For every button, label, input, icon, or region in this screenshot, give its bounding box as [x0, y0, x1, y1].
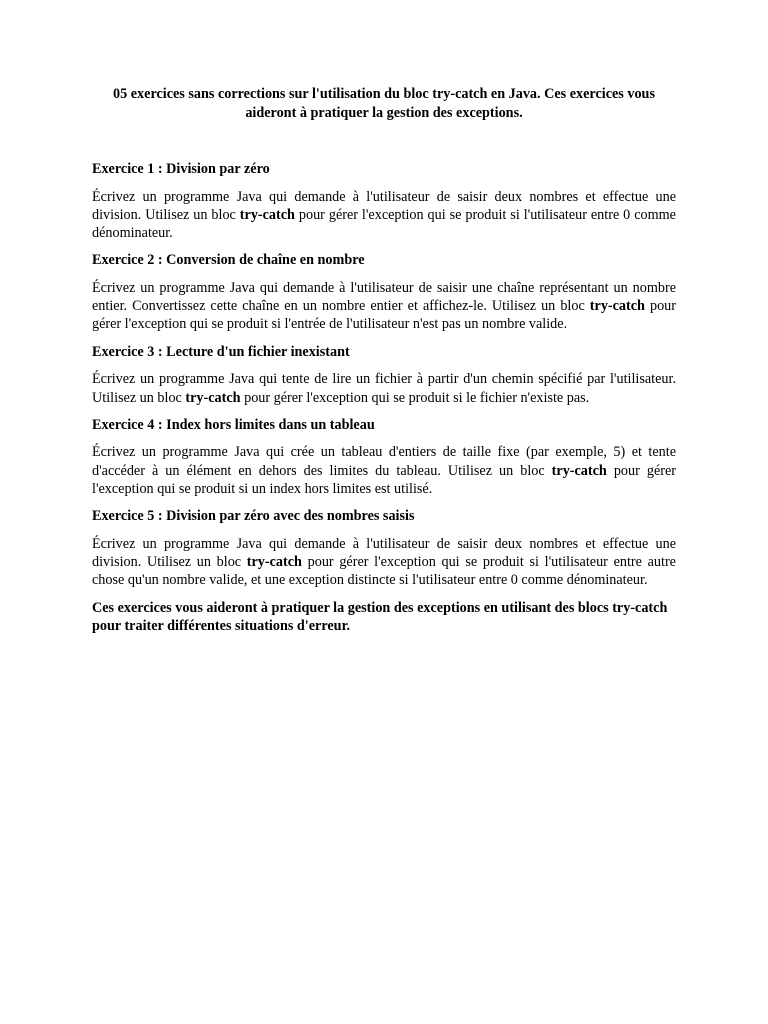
exercise-5 [92, 507, 676, 589]
exercise-text-part: pour gérer l'exception qui se produit si un index hors limites est utilisé. [92, 462, 676, 497]
exercise-text-part: Écrivez un programme Java qui crée un tableau d'entiers de taille fixe (par exemple, 5) et tente d'accéder à un élément en dehors des limites du tableau. Utilisez un bloc [92, 444, 676, 479]
exercise-text-part: pour gérer l'exception qui se produit si le fichier n'existe pas. [240, 389, 590, 406]
exercise-text-part: pour gérer l'exception qui se produit si l'utilisateur entre autre chose qu'un nombre valide, et une exception distincte si l'utilisateur entre 0 comme dénominateur. [92, 554, 676, 589]
conclusion-text: Ces exercices vous aideront à pratiquer la gestion des exceptions en utilisant des blocs try-catch pour traiter différentes situations d'erreur. [92, 599, 668, 635]
exercise-text [92, 188, 676, 243]
exercise-3 [92, 343, 676, 407]
exercise-heading: Exercice 3 : Lecture d'un fichier inexistant [92, 343, 350, 360]
exercise-4 [92, 416, 676, 498]
exercise-text [92, 535, 676, 590]
keyword-try-catch: try-catch [589, 298, 645, 315]
exercise-text [92, 370, 676, 407]
exercise-text-part: pour gérer l'exception qui se produit si l'entrée de l'utilisateur n'est pas un nombre valide. [92, 298, 676, 333]
exercise-text-part: Écrivez un programme Java qui demande à l'utilisateur de saisir une chaîne représentant un nombre entier. Convertissez cette chaîne en un nombre entier et affichez-le. Utilisez un bloc [92, 279, 676, 315]
exercise-heading: Exercice 5 : Division par zéro avec des nombres saisis [92, 508, 415, 525]
keyword-try-catch: try-catch [185, 389, 241, 406]
document-title: 05 exercices sans corrections sur l'utilisation du bloc try-catch en Java. Ces exercices vous aideront à pratiquer la gestion des exceptions. [113, 86, 655, 121]
exercise-2 [92, 251, 676, 333]
keyword-try-catch: try-catch [551, 462, 607, 479]
exercise-text-part: Écrivez un programme Java qui demande à l'utilisateur de saisir deux nombres et effectue une division. Utilisez un bloc [92, 535, 676, 571]
exercise-heading: Exercice 2 : Conversion de chaîne en nombre [92, 252, 365, 269]
exercise-heading: Exercice 1 : Division par zéro [92, 161, 270, 177]
exercise-1 [92, 160, 676, 242]
keyword-try-catch: try-catch [246, 554, 302, 571]
exercise-text [92, 279, 676, 334]
exercise-text-part: pour gérer l'exception qui se produit si l'utilisateur entre 0 comme dénominateur. [92, 206, 676, 242]
exercise-text-part: Écrivez un programme Java qui demande à l'utilisateur de saisir deux nombres et effectue une division. Utilisez un bloc [92, 188, 676, 223]
exercise-text [92, 443, 676, 498]
keyword-try-catch: try-catch [239, 206, 295, 223]
exercise-text-part: Écrivez un programme Java qui tente de lire un fichier à partir d'un chemin spécifié par l'utilisateur. Utilisez un bloc [92, 371, 676, 406]
exercise-heading: Exercice 4 : Index hors limites dans un tableau [92, 416, 375, 433]
